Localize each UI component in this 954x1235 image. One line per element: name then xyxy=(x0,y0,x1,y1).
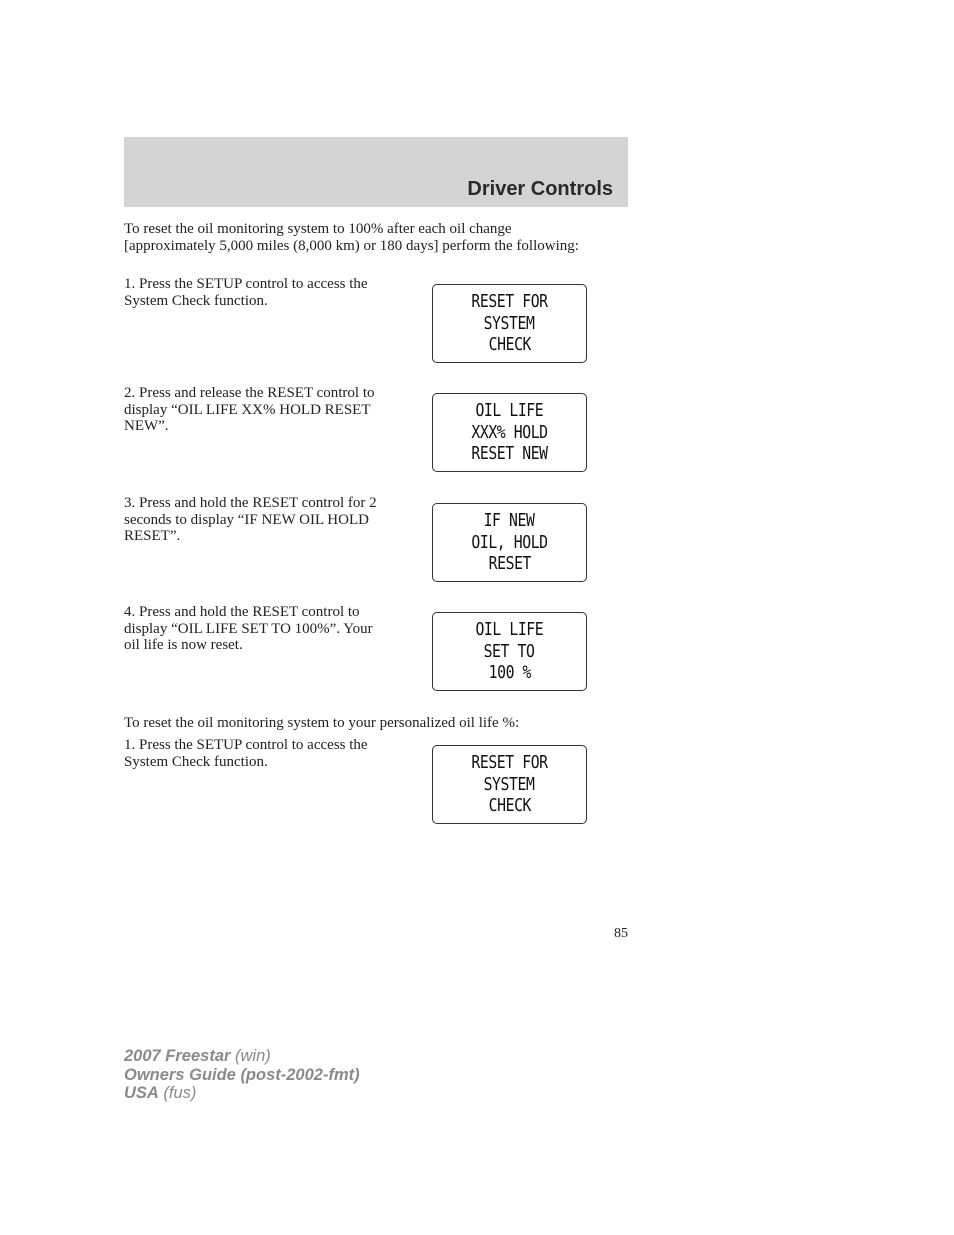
intro-paragraph: To reset the oil monitoring system to your personalized oil life %: xyxy=(124,715,520,731)
footer-market: USA xyxy=(124,1084,159,1102)
display-line: SYSTEM xyxy=(484,312,535,334)
footer-model-code: (win) xyxy=(230,1047,271,1065)
display-line: IF NEW xyxy=(484,510,535,532)
message-center-display xyxy=(432,745,587,824)
page-number: 85 xyxy=(614,926,628,941)
step-text: 1. Press the SETUP control to access the System Check function. xyxy=(124,737,368,770)
display-line: 100 % xyxy=(488,662,531,684)
section-header xyxy=(124,137,628,207)
message-center-display xyxy=(432,503,587,582)
footer-model: 2007 Freestar xyxy=(124,1047,231,1065)
display-line: OIL LIFE xyxy=(475,619,544,641)
document-footer xyxy=(124,1047,360,1103)
display-line: CHECK xyxy=(488,334,531,356)
message-center-display xyxy=(432,284,587,363)
step-text: 2. Press and release the RESET control to display “OIL LIFE XX% HOLD RESET NEW”. xyxy=(124,385,375,435)
display-line: RESET NEW xyxy=(471,443,548,465)
step-text: 4. Press and hold the RESET control to display “OIL LIFE SET TO 100%”. Your oil life is now reset. xyxy=(124,604,373,654)
display-line: RESET xyxy=(488,553,531,575)
display-line: RESET FOR xyxy=(471,752,548,774)
display-line: CHECK xyxy=(488,795,531,817)
step-text: 1. Press the SETUP control to access the System Check function. xyxy=(124,276,368,309)
display-line: XXX% HOLD xyxy=(471,421,548,443)
section-title: Driver Controls xyxy=(467,178,613,200)
display-line: OIL LIFE xyxy=(475,400,544,422)
display-line: OIL, HOLD xyxy=(471,531,548,553)
display-line: SYSTEM xyxy=(484,773,535,795)
footer-guide: Owners Guide (post-2002-fmt) xyxy=(124,1065,360,1084)
message-center-display xyxy=(432,393,587,472)
intro-paragraph: To reset the oil monitoring system to 100% after each oil change [approximately 5,000 miles (8,000 km) or 180 days] perform the following: xyxy=(124,221,579,254)
step-text: 3. Press and hold the RESET control for 2 seconds to display “IF NEW OIL HOLD RESET”. xyxy=(124,495,377,545)
display-line: RESET FOR xyxy=(471,291,548,313)
display-line: SET TO xyxy=(484,640,535,662)
message-center-display xyxy=(432,612,587,691)
footer-market-code: (fus) xyxy=(158,1084,197,1102)
